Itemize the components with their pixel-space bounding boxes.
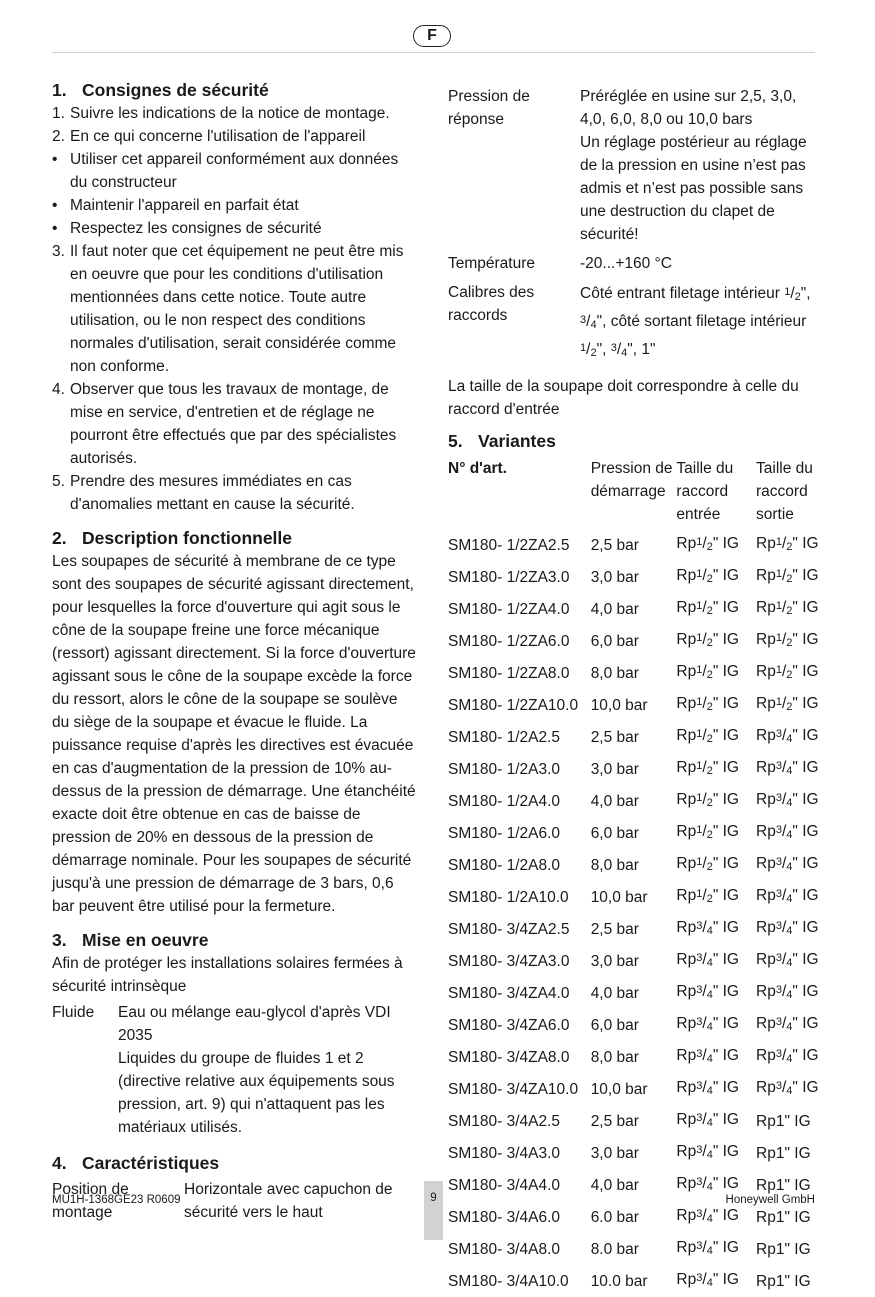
table-row (448, 625, 820, 657)
usage-intro: Afin de protéger les installations solaires fermées à sécurité intrinsèque (52, 955, 403, 995)
table-cell: 6,0 bar (590, 1016, 639, 1034)
table-cell: SM180- 3/4A4.0 (448, 1176, 561, 1194)
table-cell: 2,5 bar (590, 536, 639, 554)
table-cell: $Rp^1/_2$" IG (756, 599, 819, 617)
description-paragraph: Les soupapes de sécurité à membrane de ce type sont des soupapes de sécurité agissant directement, pour lesquelles la force d'ouverture qui agit sous le cône de la soupape freine une force mécanique (ressort) agissant directement. Si la force d'ouverture agissant sous le cône de la soupape excède la force du ressort, alors le cône de la soupape se soulève du siège de la soupape et évacue le fluide. La puissance requise d'après les directives est évacuée en cas d'augmentation de la pression de 10% au-dessus de la pression de démarrage. Une étanchéité exacte doit être obtenue en cas de baisse de pression de 20% en dessous de la pression de démarrage nominale. Pour les soupapes de sécurité jusqu'à une pression de démarrage de 3 bars, 0,6 bar peuvent être utilisé pour la fermeture. (52, 553, 416, 915)
table-cell: $Rp^3/_4$" IG (676, 1111, 739, 1129)
table-cell: Rp1" IG (756, 1144, 811, 1162)
safety-list (52, 102, 418, 516)
table-cell: $Rp^3/_4$" IG (676, 1239, 739, 1257)
table-cell: 6,0 bar (590, 632, 639, 650)
column-header: Pression de démarrage (590, 460, 673, 500)
table-cell: $Rp^3/_4$" IG (676, 1207, 739, 1225)
table-cell: $Rp^1/_2$" IG (756, 695, 819, 713)
table-cell: $Rp^3/_4$" IG (756, 887, 819, 905)
table-cell: $Rp^1/_2$" IG (676, 727, 739, 745)
list-item: 1. Suivre les indications de la notice de montage. (52, 105, 390, 122)
table-cell: $Rp^3/_4$" IG (756, 823, 819, 841)
list-item: 2. En ce qui concerne l'utilisation de l'appareil (52, 128, 366, 145)
table-row (448, 689, 820, 721)
list-item: • Utiliser cet appareil conformément aux données du constructeur (52, 151, 399, 191)
variants-table (448, 457, 820, 1297)
table-cell: $Rp^1/_2$" IG (676, 599, 739, 617)
table-cell: SM180- 3/4ZA8.0 (448, 1048, 570, 1066)
table-row (448, 881, 820, 913)
table-cell: $Rp^1/_2$" IG (676, 759, 739, 777)
table-cell: $Rp^1/_2$" IG (676, 695, 739, 713)
table-cell: $Rp^1/_2$" IG (756, 535, 819, 553)
fluid-value: Eau ou mélange eau-glycol d'après VDI 2035 Liquides du groupe de fluides 1 et 2 (directive relative aux équipements sous pression, art. 9) qui n'attaquent pas les matériaux utilisés. (118, 1004, 395, 1136)
table-cell: 3,0 bar (590, 568, 639, 586)
table-row (448, 945, 820, 977)
table-cell: $Rp^3/_4$" IG (676, 1047, 739, 1065)
table-cell: $Rp^1/_2$" IG (756, 631, 819, 649)
table-cell: $Rp^3/_4$" IG (756, 1047, 819, 1065)
table-cell: SM180- 3/4ZA10.0 (448, 1080, 579, 1098)
column-header: N° d'art. (448, 460, 507, 477)
table-cell: $Rp^1/_2$" IG (676, 855, 739, 873)
table-cell: $Rp^3/_4$" IG (756, 855, 819, 873)
table-cell: 10,0 bar (590, 888, 648, 906)
spec-row-calibre (448, 281, 820, 365)
table-cell: SM180- 1/2ZA8.0 (448, 664, 570, 682)
table-cell: SM180- 1/2A8.0 (448, 856, 561, 874)
table-cell: SM180- 3/4ZA6.0 (448, 1016, 570, 1034)
column-header: Taille du raccord sortie (756, 460, 813, 523)
table-cell: $Rp^3/_4$" IG (676, 1143, 739, 1161)
table-cell: Rp1" IG (756, 1208, 811, 1226)
table-cell: SM180- 3/4ZA2.5 (448, 920, 570, 938)
table-cell: 8,0 bar (590, 856, 639, 874)
table-cell: $Rp^3/_4$" IG (756, 791, 819, 809)
table-cell: $Rp^1/_2$" IG (676, 663, 739, 681)
table-row (448, 753, 820, 785)
fluid-row (52, 1001, 418, 1139)
list-item: • Maintenir l'appareil en parfait état (52, 197, 299, 214)
table-cell: $Rp^3/_4$" IG (756, 919, 819, 937)
table-cell: 10,0 bar (590, 696, 648, 714)
column-header: Taille du raccord entrée (676, 460, 734, 523)
table-cell: $Rp^1/_2$" IG (756, 663, 819, 681)
table-cell: $Rp^3/_4$" IG (676, 951, 739, 969)
table-cell: SM180- 1/2ZA3.0 (448, 568, 570, 586)
table-row (448, 1105, 820, 1137)
table-cell: $Rp^1/_2$" IG (676, 887, 739, 905)
header-divider (52, 52, 815, 53)
table-row (448, 817, 820, 849)
table-row (448, 977, 820, 1009)
table-cell: 4,0 bar (590, 984, 639, 1002)
table-cell: $Rp^3/_4$" IG (676, 1271, 739, 1289)
table-row (448, 1073, 820, 1105)
table-cell: 4,0 bar (590, 1176, 639, 1194)
spec-label: Pression de réponse (448, 88, 530, 128)
table-cell: $Rp^1/_2$" IG (676, 823, 739, 841)
table-cell: 10.0 bar (590, 1272, 648, 1290)
table-cell: $Rp^3/_4$" IG (756, 1079, 819, 1097)
table-cell: $Rp^1/_2$" IG (676, 567, 739, 585)
section-heading: 3. Mise en oeuvre (52, 930, 209, 950)
section-usage (52, 928, 418, 1139)
table-cell: SM180- 1/2A6.0 (448, 824, 561, 842)
table-cell: SM180- 1/2ZA4.0 (448, 600, 570, 618)
section-description (52, 526, 418, 918)
table-cell: SM180- 1/2A2.5 (448, 728, 561, 746)
table-row (448, 1265, 820, 1297)
table-cell: Rp1" IG (756, 1272, 811, 1290)
table-cell: 3,0 bar (590, 760, 639, 778)
size-note: La taille de la soupape doit correspondre à celle du raccord d'entrée (448, 378, 799, 418)
table-cell: 4,0 bar (590, 600, 639, 618)
table-row (448, 657, 820, 689)
table-cell: $Rp^3/_4$" IG (756, 759, 819, 777)
table-cell: 3,0 bar (590, 952, 639, 970)
document-code: MU1H-1368GE23 R0609 (52, 1194, 181, 1206)
table-cell: 4,0 bar (590, 792, 639, 810)
spec-row-pressure (448, 85, 820, 246)
table-row (448, 593, 820, 625)
language-badge: F (413, 25, 451, 47)
spec-label: Position de montage (52, 1181, 129, 1221)
table-header-row (448, 457, 820, 529)
table-cell: Rp1" IG (756, 1176, 811, 1194)
section-heading: 5. Variantes (448, 431, 556, 451)
table-cell: 8,0 bar (590, 664, 639, 682)
section-heading: 4. Caractéristiques (52, 1153, 220, 1173)
table-cell: SM180- 1/2ZA2.5 (448, 536, 570, 554)
table-cell: $Rp^3/_4$" IG (676, 1015, 739, 1033)
table-cell: SM180- 3/4A8.0 (448, 1240, 561, 1258)
table-cell: $Rp^3/_4$" IG (756, 983, 819, 1001)
table-cell: 3,0 bar (590, 1144, 639, 1162)
table-cell: 6.0 bar (590, 1208, 639, 1226)
table-row (448, 721, 820, 753)
table-cell: $Rp^3/_4$" IG (676, 1175, 739, 1193)
spec-label: Température (448, 255, 536, 272)
list-item: 3. Il faut noter que cet équipement ne peut être mis en oeuvre que pour les conditions d'utilisation mentionnées dans cette notice. Toute autre utilisation, ou le non respect des conditions normales d'utilisation, serait considérée comme non conforme. (52, 243, 404, 375)
table-cell: SM180- 3/4A2.5 (448, 1112, 561, 1130)
table-cell: 2,5 bar (590, 1112, 639, 1130)
table-cell: $Rp^3/_4$" IG (676, 1079, 739, 1097)
table-row (448, 785, 820, 817)
spec-value: Préréglée en usine sur 2,5, 3,0, 4,0, 6,0, 8,0 ou 10,0 bars Un réglage postérieur au réglage de la pression en usine n’est pas admis et n’est pas possible sans une destruction du clapet de sécurité! (580, 88, 807, 243)
table-cell: Rp1" IG (756, 1112, 811, 1130)
table-row (448, 913, 820, 945)
table-cell: 10,0 bar (590, 1080, 648, 1098)
table-cell: $Rp^3/_4$" IG (676, 983, 739, 1001)
table-cell: SM180- 1/2ZA6.0 (448, 632, 570, 650)
section-heading: 1. Consignes de sécurité (52, 80, 269, 100)
section-specs (52, 1151, 418, 1224)
table-cell: $Rp^3/_4$" IG (756, 951, 819, 969)
spec-row-temperature (448, 252, 820, 275)
section-variants (448, 429, 820, 1297)
table-cell: $Rp^3/_4$" IG (676, 919, 739, 937)
left-column (52, 78, 418, 1224)
spec-value: Côté entrant filetage intérieur $^1/_2$", $^3/_4$", côté sortant filetage intérieur $^1/_2$", $^3/_4$", 1" (580, 285, 811, 359)
table-cell: 8.0 bar (590, 1240, 639, 1258)
table-row (448, 529, 820, 561)
table-cell: 2,5 bar (590, 920, 639, 938)
table-row (448, 849, 820, 881)
section-heading: 2. Description fonctionnelle (52, 528, 293, 548)
table-cell: SM180- 1/2ZA10.0 (448, 696, 579, 714)
spec-value: Horizontale avec capuchon de sécurité vers le haut (184, 1181, 393, 1221)
table-cell: $Rp^1/_2$" IG (756, 567, 819, 585)
table-cell: SM180- 3/4ZA4.0 (448, 984, 570, 1002)
table-cell: $Rp^1/_2$" IG (676, 631, 739, 649)
page-number: 9 (424, 1181, 443, 1240)
table-cell: SM180- 3/4ZA3.0 (448, 952, 570, 970)
table-cell: $Rp^1/_2$" IG (676, 791, 739, 809)
table-cell: SM180- 3/4A3.0 (448, 1144, 561, 1162)
table-row (448, 1137, 820, 1169)
table-row (448, 561, 820, 593)
table-cell: $Rp^3/_4$" IG (756, 1015, 819, 1033)
table-row (448, 1009, 820, 1041)
table-cell: 8,0 bar (590, 1048, 639, 1066)
table-cell: SM180- 3/4A10.0 (448, 1272, 569, 1290)
table-cell: SM180- 1/2A3.0 (448, 760, 561, 778)
spec-label: Calibres des raccords (448, 284, 535, 324)
table-row (448, 1233, 820, 1265)
table-cell: 6,0 bar (590, 824, 639, 842)
table-cell: Rp1" IG (756, 1240, 811, 1258)
table-cell: SM180- 1/2A10.0 (448, 888, 569, 906)
list-item: 4. Observer que tous les travaux de montage, de mise en service, d'entretien et de réglage ne pourront être effectués que par des spécialistes autorisés. (52, 381, 397, 467)
spec-value: -20...+160 °C (580, 255, 672, 272)
table-cell: SM180- 3/4A6.0 (448, 1208, 561, 1226)
company-name: Honeywell GmbH (725, 1194, 815, 1206)
section-safety (52, 78, 418, 516)
fluid-label: Fluide (52, 1004, 95, 1021)
table-cell: $Rp^3/_4$" IG (756, 727, 819, 745)
list-item: 5. Prendre des mesures immédiates en cas d'anomalies mettant en cause la sécurité. (52, 473, 355, 513)
list-item: • Respectez les consignes de sécurité (52, 220, 322, 237)
table-cell: 2,5 bar (590, 728, 639, 746)
table-row (448, 1041, 820, 1073)
table-cell: SM180- 1/2A4.0 (448, 792, 561, 810)
table-cell: $Rp^1/_2$" IG (676, 535, 739, 553)
right-column (448, 85, 820, 1297)
